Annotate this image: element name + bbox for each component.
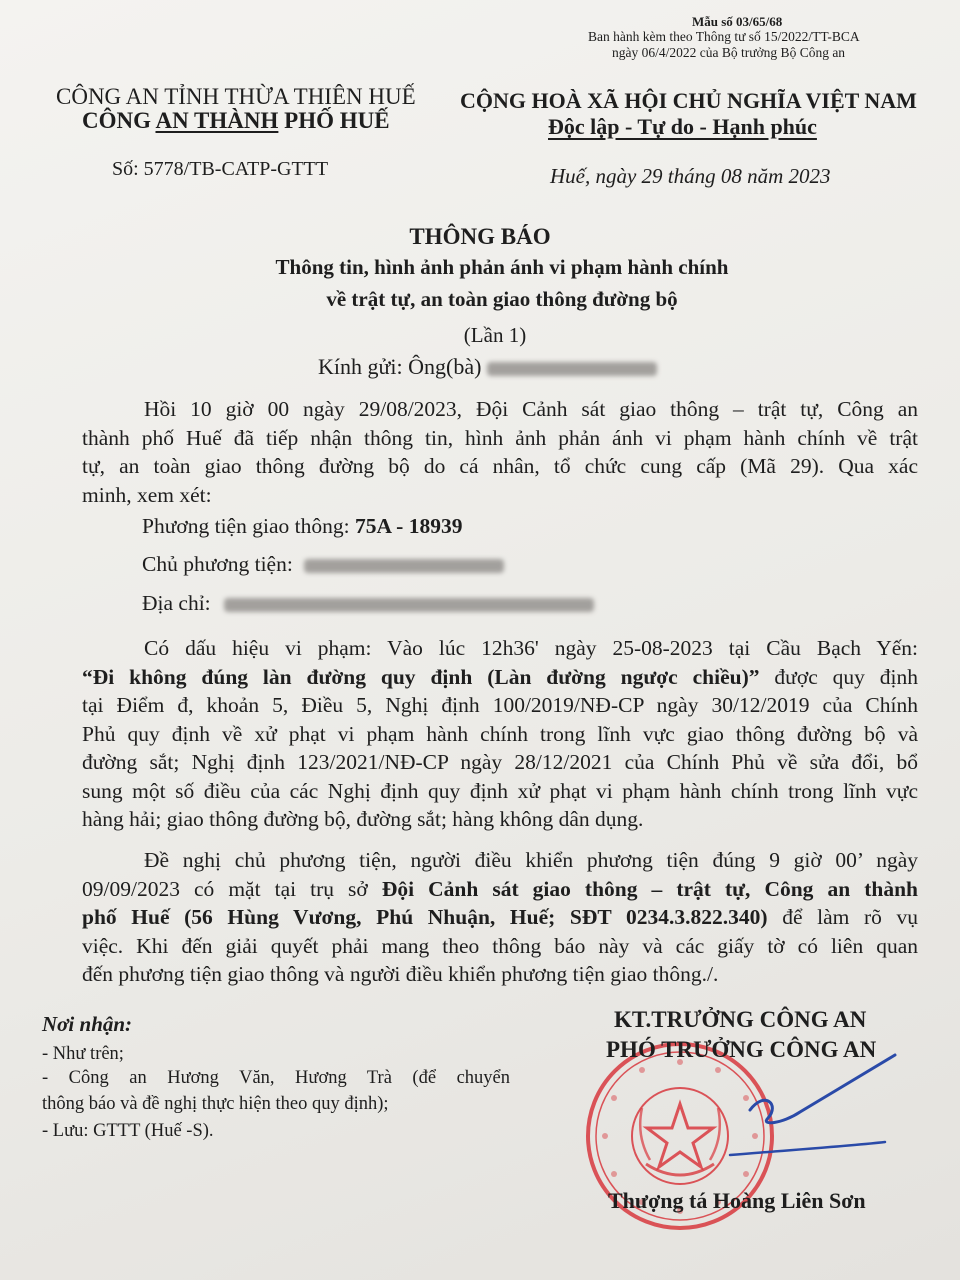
document-date: Huế, ngày 29 tháng 08 năm 2023 xyxy=(550,164,831,188)
national-title: CỘNG HOÀ XÃ HỘI CHỦ NGHĨA VIỆT NAM xyxy=(460,88,917,113)
paragraph-receipt: Hồi 10 giờ 00 ngày 29/08/2023, Đội Cảnh sát giao thông – trật tự, Công an thành phố Huế đã tiếp nhận thông tin, hình ảnh phản ánh vi phạm hành chính về trật tự, an toàn giao thông đường bộ do cá nhân, tổ chức cung cấp (Mã 29). Qua xác minh, xem xét: xyxy=(82,397,918,507)
vehicle-owner-row: Chủ phương tiện: xyxy=(142,552,504,577)
signatory-title-2: PHÓ TRƯỞNG CÔNG AN xyxy=(606,1037,877,1062)
addressee: Kính gửi: Ông(bà) xyxy=(318,354,657,380)
national-motto: Độc lập - Tự do - Hạnh phúc xyxy=(548,114,817,139)
redacted-name xyxy=(487,362,657,376)
signature xyxy=(720,1050,920,1160)
paragraph-request: Đề nghị chủ phương tiện, người điều khiển phương tiện đúng 9 giờ 00’ ngày 09/09/2023 có mặt tại trụ sở Đội Cảnh sát giao thông – trật tự, Công an thành phố Huế (56 Hùng Vương, Phú Nhuận, Huế; SĐT 0234.3.822.340) để làm rõ vụ việc. Khi đến giải quyết phải mang theo thông báo này và các giấy tờ có liên quan đến phương tiện giao thông và người điều khiển phương tiện giao thông./. xyxy=(82,848,919,986)
recipient-item: thông báo và đề nghị thực hiện theo quy định); xyxy=(42,1094,389,1114)
recipient-item: - Công an Hương Văn, Hương Trà (để chuyển xyxy=(42,1068,510,1088)
issuing-agency: CÔNG AN THÀNH PHỐ HUẾ xyxy=(82,108,390,133)
address-row: Địa chỉ: xyxy=(142,591,594,616)
document-subtitle-1: Thông tin, hình ảnh phản ánh vi phạm hành chính xyxy=(275,255,729,279)
redacted-owner xyxy=(304,559,504,573)
vehicle-plate: 75A - 18939 xyxy=(354,514,463,538)
document-title: THÔNG BÁO xyxy=(409,224,551,249)
recipient-item: - Như trên; xyxy=(42,1044,124,1064)
issued-with-line-2: ngày 06/4/2022 của Bộ trưởng Bộ Công an xyxy=(612,45,846,60)
paragraph-violation: Có dấu hiệu vi phạm: Vào lúc 12h36' ngày 25-08-2023 tại Cầu Bạch Yến: “Đi không đúng làn đường quy định (Làn đường ngược chiều)” được quy định tại Điểm đ, khoản 5, Điều 5, Nghị định 100/2019/NĐ-CP ngày 30/12/2019 của Chính Phủ quy định về xử phạt vi phạm hành chính trong lĩnh vực giao thông đường bộ và đường sắt; Nghị định 123/2021/NĐ-CP ngày 28/12/2021 của Chính Phủ về sửa đổi, bổ sung một số điều của các Nghị định quy định xử phạt vi phạm hành chính trong lĩnh vực hàng hải; giao thông đường bộ, đường sắt; hàng không dân dụng. xyxy=(82,636,919,831)
issued-with-line-1: Ban hành kèm theo Thông tư số 15/2022/TT-BCA xyxy=(588,29,860,44)
signer-name: Thượng tá Hoàng Liên Sơn xyxy=(608,1188,866,1213)
recipient-item: - Lưu: GTTT (Huế -S). xyxy=(42,1121,214,1141)
document-number: Số: 5778/TB-CATP-GTTT xyxy=(112,158,329,180)
parent-agency: CÔNG AN TỈNH THỪA THIÊN HUẾ xyxy=(56,84,416,109)
redacted-address xyxy=(224,598,594,612)
signatory-title-1: KT.TRƯỞNG CÔNG AN xyxy=(614,1007,867,1032)
recipients-heading: Nơi nhận: xyxy=(42,1012,133,1036)
document-subtitle-2: về trật tự, an toàn giao thông đường bộ xyxy=(326,287,678,311)
form-number: Mẫu số 03/65/68 xyxy=(692,14,783,29)
notice-count: (Lần 1) xyxy=(463,323,527,347)
vehicle-plate-row: Phương tiện giao thông: 75A - 18939 xyxy=(142,514,463,538)
